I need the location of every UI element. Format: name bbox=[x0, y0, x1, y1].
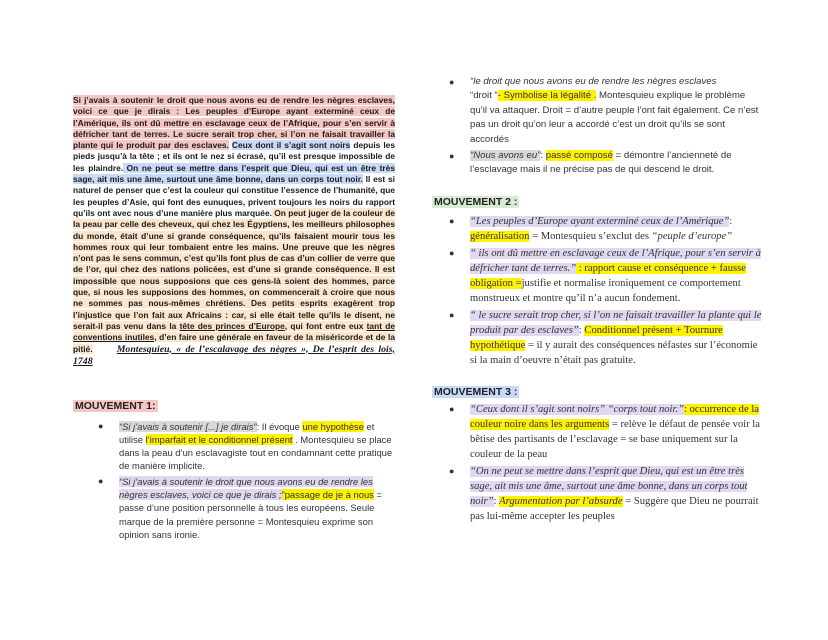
quote: “On ne peut se mettre dans l’esprit que Dieu, qui est un être très sage, ait mis une âme, surtout une âme bonne, dans un corps tout noir” bbox=[470, 465, 748, 507]
text: = relève le défaut de pensée voir la bêtise des partisants de l’esclavage = se base uniquement sur la couleur de la peau bbox=[470, 418, 760, 460]
quote: “Nous avons eu” bbox=[470, 150, 541, 162]
list-item bbox=[449, 464, 762, 524]
bullet-icon: ● bbox=[449, 465, 455, 476]
highlight: Argumentation par l’absurde bbox=[499, 495, 623, 507]
highlight: généralisation bbox=[470, 230, 530, 242]
highlight: ”passage de je à nous bbox=[281, 489, 374, 501]
citation: Montesquieu, « de l’escalavage des nègres », De l’esprit des lois, 1748 bbox=[73, 343, 395, 367]
highlight: - Symbolise la légalité . bbox=[497, 90, 597, 102]
excerpt-part-7d: tant de conventions inutiles bbox=[73, 320, 396, 343]
text: : Il évoque bbox=[256, 420, 303, 432]
list-item bbox=[449, 149, 762, 178]
text: “droit “ bbox=[470, 90, 498, 102]
bullet-icon: ● bbox=[449, 309, 455, 320]
highlight: une hypothèse bbox=[302, 420, 364, 432]
excerpt-part-5: Il est si naturel de penser que c’est la couleur qui constitue l’essence de l’humanité, que les peuples d’Asie, qui font des eunuques, privent toujours les noirs du rapport qu’ils ont avec nous d’une manière plus marquée. bbox=[73, 174, 395, 218]
excerpt-part-4: On ne peut se mettre dans l’esprit que Dieu, qui est un être très sage, ait mis une âme, surtout une âme bonne, dans un corps tout noir. bbox=[73, 162, 395, 185]
bullet-icon: ● bbox=[449, 77, 455, 87]
text: : bbox=[578, 324, 585, 336]
movement-3-title: MOUVEMENT 3 : bbox=[434, 385, 518, 398]
movement-2-title: MOUVEMENT 2 : bbox=[434, 195, 518, 208]
bullet-icon: ● bbox=[449, 247, 455, 258]
text: et utilise bbox=[119, 420, 375, 445]
highlight: l’imparfait et le conditionnel présent bbox=[145, 433, 293, 445]
bullet-icon: ● bbox=[98, 420, 104, 431]
text: . Montesquieu se place dans la peau d’un esclavagiste tout en condamnant cette pratique de manière implicite. bbox=[119, 433, 393, 472]
movement-3-section bbox=[432, 382, 762, 524]
quote: “Si j’avais à soutenir le droit que nous avons eu de rendre les nègres esclaves, voici ce que je dirais ; bbox=[119, 475, 373, 501]
excerpt-part-7b: tête des princes d’Europe bbox=[179, 320, 285, 331]
highlight: : rapport cause et conséquence + fausse obligation = bbox=[470, 262, 746, 289]
list-item bbox=[98, 420, 395, 473]
excerpt-part-3: depuis les pieds jusqu’à la tête ; et ils ont le nez si écrasé, qu’il est presque impossible de les plaindre. bbox=[73, 140, 396, 173]
bullet-icon: ● bbox=[449, 151, 455, 162]
text: justifie et normalise ironiquement ce comportement monstrueux et montre qu’il n’a aucun fondement. bbox=[470, 277, 741, 304]
quote: “Si j’avais à soutenir [...] je dirais” bbox=[119, 420, 257, 432]
bullet-icon: ● bbox=[449, 215, 455, 226]
movement-1-section bbox=[73, 396, 395, 542]
text: = Suggère que Dieu ne pourrait pas lui-même accepter les peuples bbox=[470, 495, 759, 522]
quote: “le droit que nous avons eu de rendre les nègres esclaves bbox=[470, 76, 717, 87]
quote: “ ils ont dû mettre en esclavage ceux de l’Afrique, pour s’en servir à défricher tant de terres.” bbox=[470, 247, 761, 274]
right-column bbox=[434, 75, 762, 524]
excerpt-part-7a: Des petits esprits exagèrent trop l’injustice que l’on fait aux Africains : car, si elle était telle qu’ils le disent, ne serait-il pas venu dans la bbox=[73, 298, 395, 331]
text: : bbox=[493, 495, 500, 507]
list-item bbox=[449, 402, 762, 462]
quote: “peuple d’europe” bbox=[651, 230, 733, 242]
excerpt-part-6: On peut juger de la couleur de la peau par celle des cheveux, qui chez les Égyptiens, les meilleurs philosophes du monde, était d’une si grande conséquence, qu’ils faisaient mourir tous les hommes roux qui leur tombaient entre les mains. Une preuve que les nègres n’ont pas le sens commun, c’est qu’ils font plus de cas d’un collier de verre que de l’or, qui chez des nations policées, est d’une si grande conséquence. Il est impossible que nous supposions que ces gens-là soient des hommes, parce que, si nous les supposions des hommes, on commencerait à croire que nous ne sommes pas nous-mêmes chrétiens. bbox=[73, 207, 395, 309]
highlight: passé composé bbox=[545, 150, 613, 162]
list-item bbox=[449, 246, 762, 306]
list-item bbox=[449, 75, 762, 147]
text: = Montesquieu s’exclut des bbox=[529, 230, 652, 242]
bullet-icon: ● bbox=[98, 475, 104, 486]
text-excerpt bbox=[73, 95, 395, 368]
text: Montesquieu explique le problème qu’il va attaquer. Droit = d’autre peuple l’ont fait également. Ce n’est pas un droit qu’on leur a accordé c’est un droit qu’ils se sont accordés bbox=[470, 90, 759, 145]
text: : bbox=[540, 150, 546, 162]
quote: “ le sucre serait trop cher, si l’on ne faisait travailler la plante qui le produit par des esclaves” bbox=[470, 309, 762, 336]
bullet-icon: ● bbox=[449, 403, 455, 414]
text: = démontre l’ancienneté de l’esclavage mais il ne précise pas de qui descend le droit. bbox=[470, 150, 732, 176]
list-item bbox=[449, 214, 762, 244]
movement-1-title: MOUVEMENT 1: bbox=[75, 399, 156, 412]
list-item bbox=[449, 308, 762, 368]
left-column bbox=[73, 95, 395, 541]
excerpt-part-2: Ceux dont il s’agit sont noirs bbox=[231, 140, 351, 151]
highlight: Conditionnel présent + Tournure hypothétique bbox=[470, 324, 723, 351]
excerpt-part-1: Si j’avais à soutenir le droit que nous avons eu de rendre les nègres esclaves, voici ce que je dirais : Les peuples d’Europe ayant exterminé ceux de l’Amérique, ils ont dû mettre en esclavage ceux de l’Afrique, pour s’en servir à défricher tant de terres. Le sucre serait trop cher, si l’on ne faisait travailler la plante qui le produit par des esclaves. bbox=[73, 95, 395, 151]
text: = il y aurait des conséquences néfastes sur l’économie si la main d’oeuvre n’était pas gratuite. bbox=[470, 339, 758, 366]
highlight: : occurrence de la couleur noire dans les arguments bbox=[470, 403, 759, 430]
text: : bbox=[729, 215, 733, 227]
excerpt-part-7e: , d’en faire une générale en faveur de la miséricorde et de la pitié. bbox=[73, 332, 395, 354]
excerpt-part-7c: , qui font entre eux bbox=[284, 320, 367, 331]
text: = passe d’une position personnelle à tous les européens. Seule marque de la première personne = Montesquieu exprime son opinion sans ironie. bbox=[119, 489, 382, 540]
quote: “Ceux dont il s’agit sont noirs” “corps tout noir.” bbox=[470, 403, 684, 415]
movement-2-section bbox=[432, 192, 762, 368]
list-item bbox=[98, 475, 395, 541]
quote: “Les peuples d’Europe ayant exterminé ceux de l’Amérique” bbox=[470, 215, 730, 227]
